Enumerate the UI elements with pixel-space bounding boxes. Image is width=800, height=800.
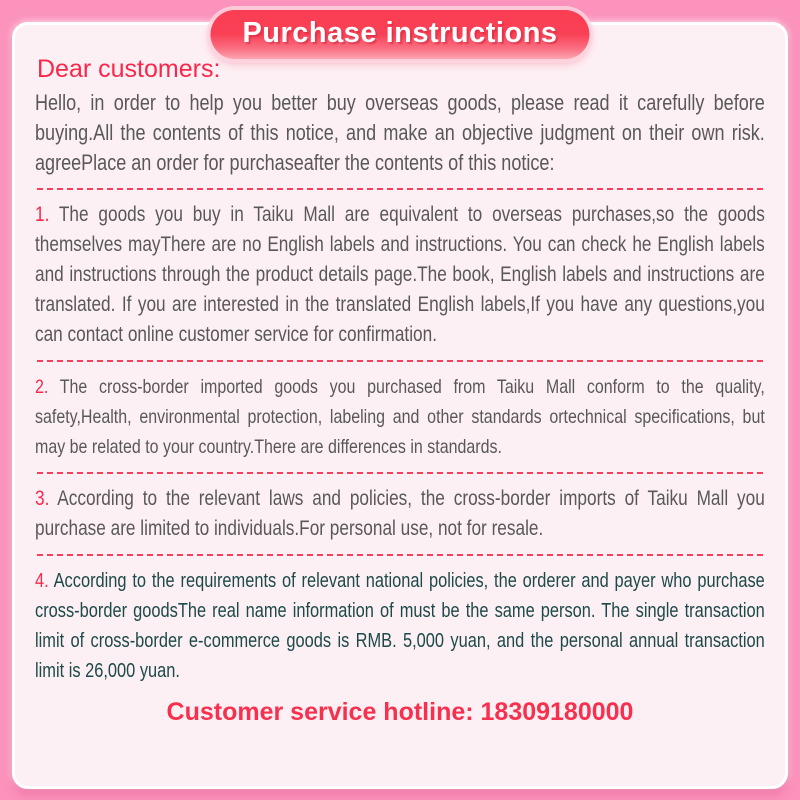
- section-4: [35, 566, 765, 686]
- greeting-text: Dear customers:: [37, 55, 221, 83]
- dashed-divider: [37, 472, 763, 474]
- section-1-number: 1.: [35, 203, 50, 226]
- dashed-divider: [37, 360, 763, 362]
- customer-service-hotline: Customer service hotline: 18309180000: [166, 698, 634, 726]
- instructions-card: [12, 22, 788, 789]
- title-banner: [210, 10, 589, 59]
- intro-text: Hello, in order to help you better buy overseas goods, please read it carefully before buying.All the contents of this notice, and make an objective judgment on their own risk. agreePlace an order for purchaseafter the contents of this notice:: [35, 90, 765, 175]
- section-3-text: According to the relevant laws and policies, the cross-border imports of Taiku Mall you purchase are limited to individuals.For personal use, not for resale.: [35, 487, 765, 540]
- section-4-text: According to the requirements of relevant national policies, the orderer and payer who purchase cross-border goodsThe real name information of must be the same person. The single transaction limit of cross-border e-commerce goods is RMB. 5,000 yuan, and the personal annual transaction limit is 26,000 yuan.: [35, 570, 765, 682]
- section-2: [35, 372, 765, 462]
- section-1-text: The goods you buy in Taiku Mall are equivalent to overseas purchases,so the goods themselves mayThere are no English labels and instructions. You can check he English labels and instructions through the product details page.The book, English labels and instructions are translated. If you are interested in the translated English labels,If you have any questions,you can contact online customer service for confirmation.: [35, 203, 765, 346]
- dashed-divider: [37, 188, 763, 190]
- dashed-divider: [37, 554, 763, 556]
- section-3: [35, 484, 765, 544]
- section-4-number: 4.: [35, 570, 49, 592]
- section-2-number: 2.: [35, 376, 49, 398]
- page-title: Purchase instructions: [242, 17, 558, 49]
- section-2-text: The cross-border imported goods you purchased from Taiku Mall conform to the quality, safety,Health, environmental protection, labeling and other standards ortechnical specifications, but may be related to your country.There are differences in standards.: [35, 376, 765, 458]
- section-3-number: 3.: [35, 487, 50, 510]
- section-1: [35, 200, 765, 350]
